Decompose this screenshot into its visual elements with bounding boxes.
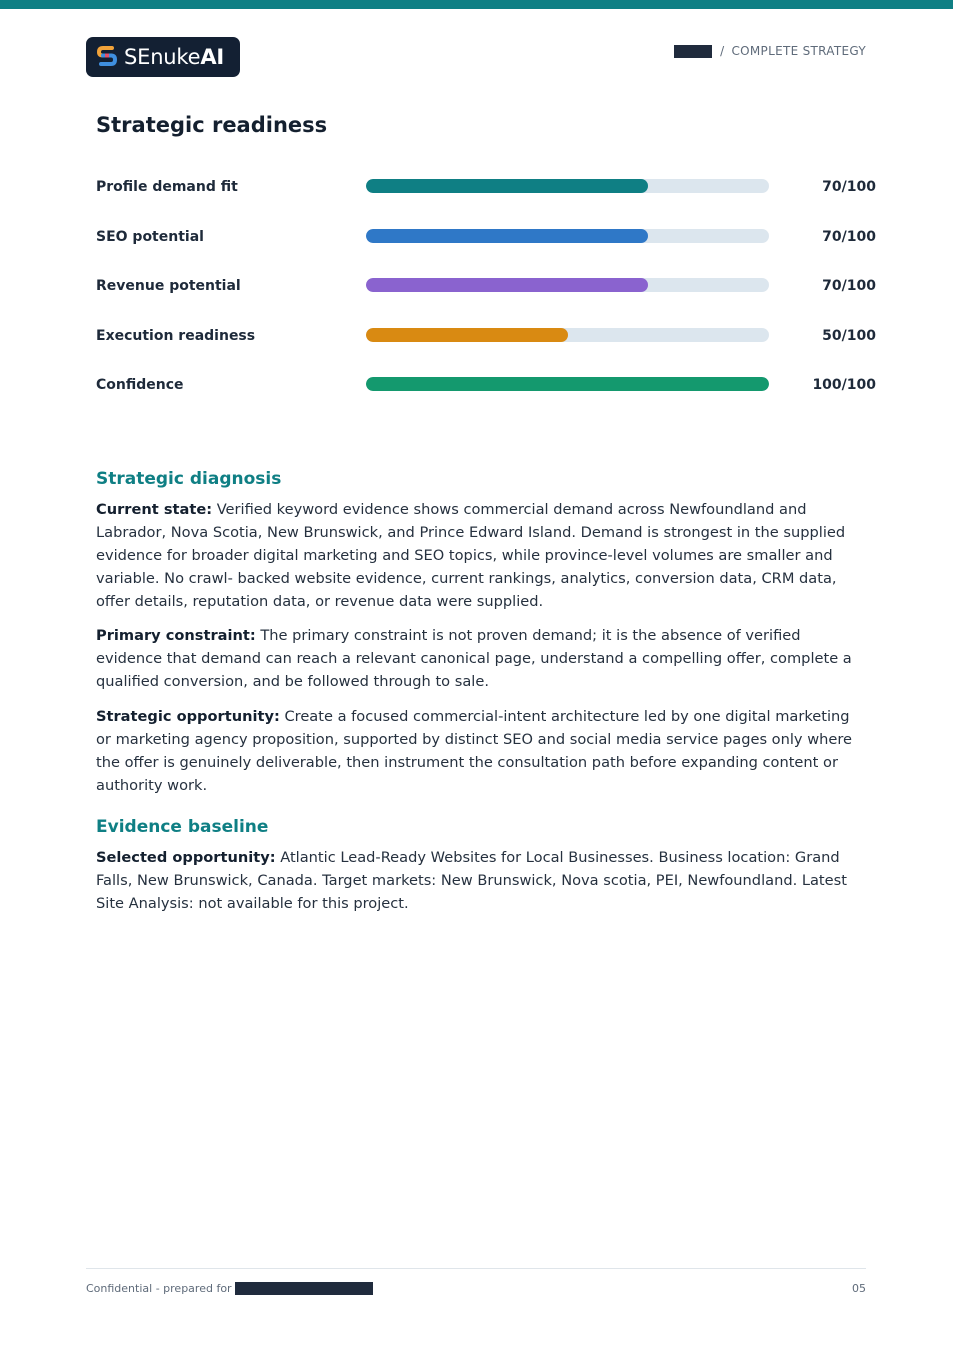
current-state-paragraph	[96, 499, 864, 614]
score-label: SEO potential	[96, 228, 204, 245]
score-bar-track	[366, 229, 769, 243]
logo-wordmark-bold: AI	[200, 45, 225, 69]
score-row	[96, 317, 876, 367]
score-row	[96, 218, 876, 268]
score-value: 100/100	[812, 377, 876, 394]
redacted-recipient	[235, 1282, 373, 1295]
selected-opportunity-label: Selected opportunity:	[96, 849, 276, 866]
score-bar-track	[366, 328, 769, 342]
selected-opportunity-paragraph	[96, 847, 864, 916]
header-breadcrumb	[674, 44, 866, 58]
score-bar-track	[366, 179, 769, 193]
score-bar-fill	[366, 179, 648, 193]
score-value: 70/100	[822, 228, 876, 245]
score-label: Execution readiness	[96, 327, 256, 344]
primary-constraint-label: Primary constraint:	[96, 627, 256, 644]
page-number: 05	[852, 1282, 866, 1295]
score-bar-track	[366, 377, 769, 391]
page-title: Strategic readiness	[96, 113, 328, 137]
current-state-label: Current state:	[96, 501, 213, 518]
score-value: 50/100	[822, 327, 876, 344]
score-row	[96, 366, 876, 416]
senuke-ai-logo	[86, 37, 240, 77]
diagnosis-heading: Strategic diagnosis	[96, 469, 282, 489]
score-bar-track	[366, 278, 769, 292]
logo-wordmark-light: SEnuke	[124, 45, 201, 69]
primary-constraint-paragraph	[96, 625, 864, 694]
redacted-client-name	[674, 45, 712, 58]
readiness-scores	[96, 168, 876, 416]
logo-s-icon	[96, 45, 118, 69]
breadcrumb-section: COMPLETE STRATEGY	[731, 44, 866, 58]
score-bar-fill	[366, 278, 648, 292]
score-bar-fill	[366, 377, 769, 391]
score-value: 70/100	[822, 278, 876, 295]
footer-confidential	[86, 1282, 373, 1295]
score-bar-fill	[366, 328, 568, 342]
primary-constraint-text: The primary constraint is not proven demand; it is the absence of verified evidence that demand can reach a relevant canonical page, understand a compelling offer, complete a qualified conversion, and be followed through to sale.	[96, 627, 852, 690]
footer-divider	[86, 1268, 866, 1269]
score-row	[96, 267, 876, 317]
breadcrumb-separator: /	[720, 44, 725, 58]
current-state-text: Verified keyword evidence shows commercial demand across Newfoundland and Labrador, Nova Scotia, New Brunswick, and Prince Edward Island. Demand is strongest in the supplied evidence for broader digital marketing and SEO topics, while province-level volumes are smaller and variable. No crawl- backed website evidence, current rankings, analytics, conversion data, CRM data, offer details, reputation data, or revenue data were supplied.	[96, 501, 846, 610]
logo-wordmark	[124, 45, 224, 69]
evidence-heading: Evidence baseline	[96, 817, 269, 837]
footer-confidential-text: Confidential - prepared for	[86, 1282, 232, 1295]
strategic-opportunity-paragraph	[96, 706, 864, 798]
strategic-opportunity-label: Strategic opportunity:	[96, 708, 280, 725]
score-value: 70/100	[822, 179, 876, 195]
strategic-opportunity-text: Create a focused commercial-intent architecture led by one digital marketing or marketing agency proposition, supported by distinct SEO and social media service pages only where the offer is genuinely deliverable, then instrument the consultation path before expanding content or authority work.	[96, 708, 853, 794]
top-accent-bar	[0, 0, 953, 9]
score-label: Confidence	[96, 377, 184, 394]
selected-opportunity-text: Atlantic Lead-Ready Websites for Local Businesses. Business location: Grand Falls, New Brunswick, Canada. Target markets: New Brunswick, Nova scotia, PEI, Newfoundland. Latest Site Analysis: not available for this project.	[96, 849, 847, 912]
score-bar-fill	[366, 229, 648, 243]
score-label: Revenue potential	[96, 278, 241, 295]
score-label: Profile demand fit	[96, 179, 238, 195]
score-row	[96, 168, 876, 218]
